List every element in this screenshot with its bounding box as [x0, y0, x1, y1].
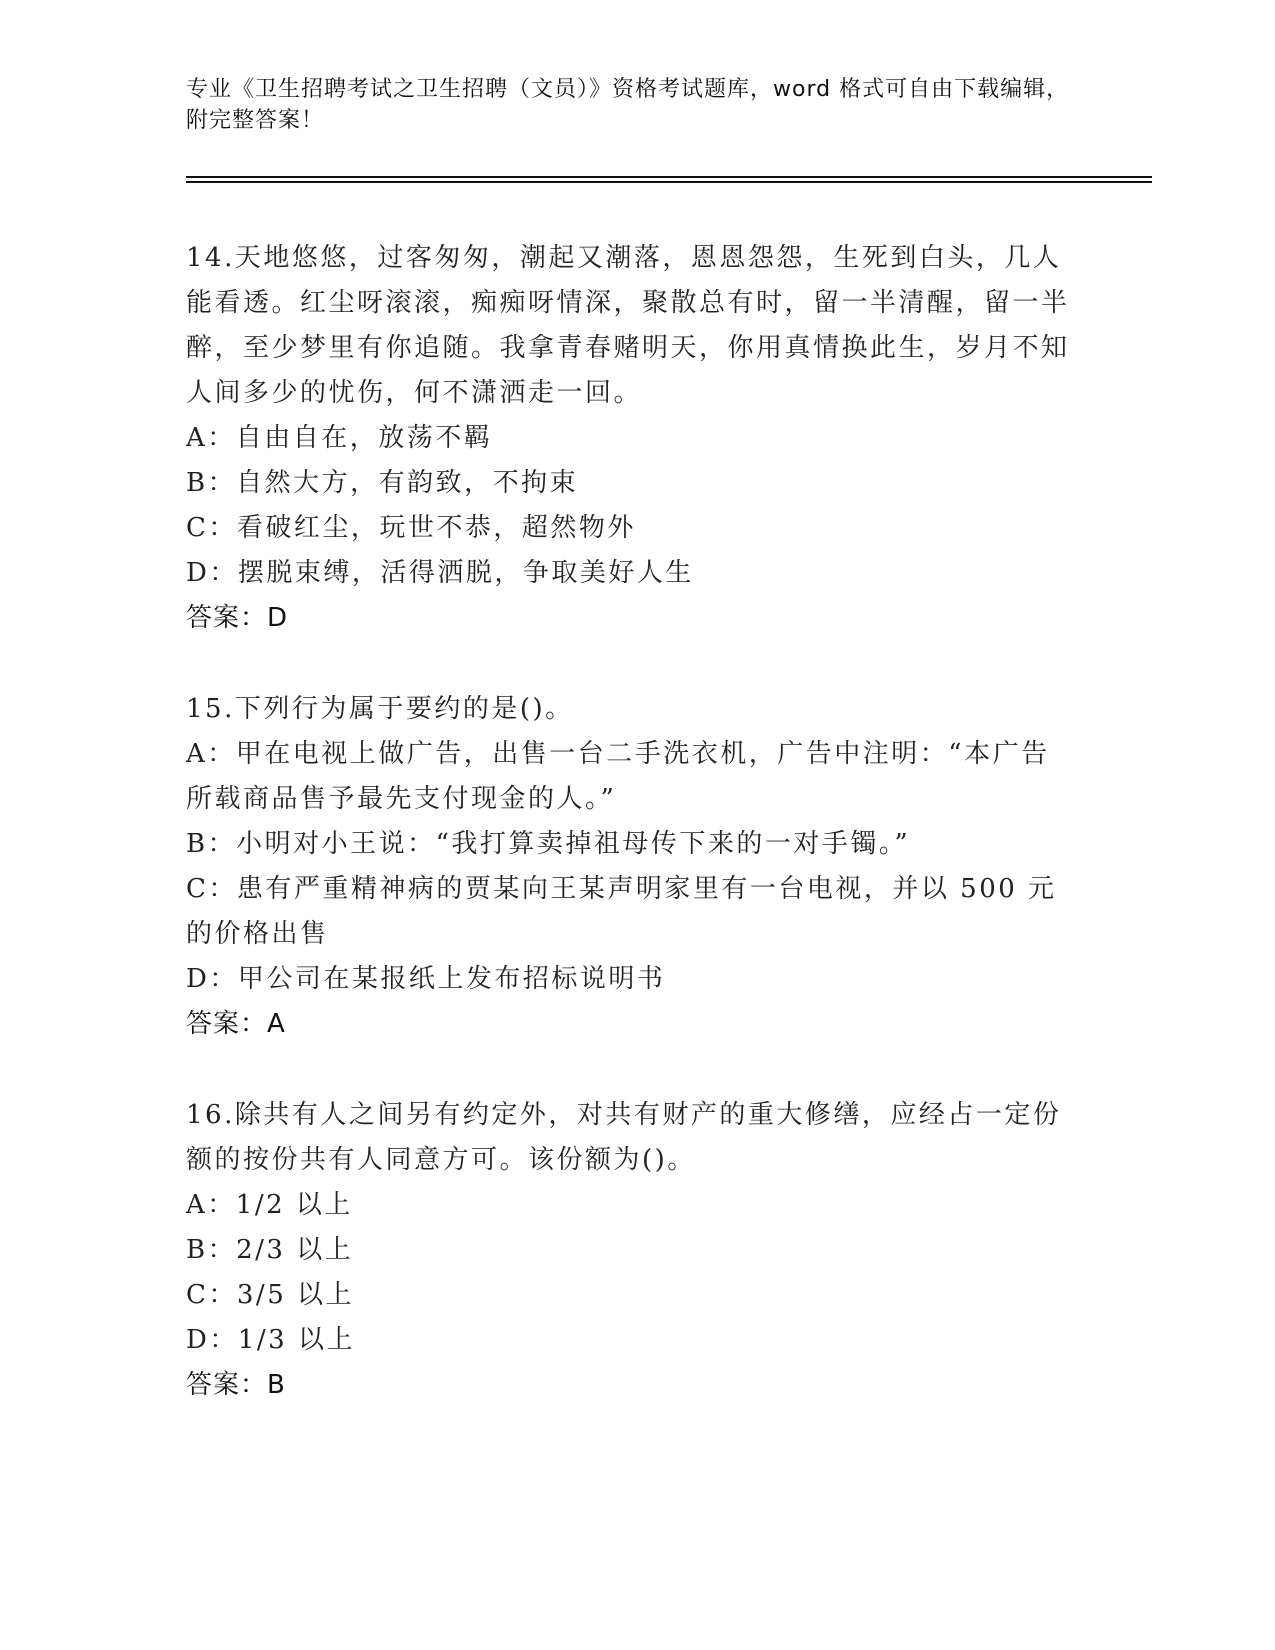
- option-c: C：3/5 以上: [186, 1280, 355, 1310]
- option-b: B：小明对小王说：“我打算卖掉祖母传下来的一对手镯。”: [186, 829, 911, 859]
- answer-label: 答案：A: [186, 1009, 286, 1039]
- option-d: D：1/3 以上: [186, 1325, 355, 1355]
- option-a: A：自由自在，放荡不羁: [186, 423, 493, 453]
- document-header: 专业《卫生招聘考试之卫生招聘（文员）》资格考试题库，word 格式可自由下载编辑，附完整答案！: [186, 77, 1070, 133]
- question-14: [186, 236, 1076, 641]
- question-16: [186, 1093, 1076, 1408]
- option-a: A：1/2 以上: [186, 1190, 353, 1220]
- question-stem: 15.下列行为属于要约的是()。: [186, 694, 574, 724]
- answer-label: 答案：B: [186, 1370, 286, 1400]
- option-d: D：摆脱束缚，活得洒脱，争取美好人生: [186, 558, 694, 588]
- question-stem: 16.除共有人之间另有约定外，对共有财产的重大修缮，应经占一定份额的按份共有人同意方可。该份额为()。: [186, 1100, 1062, 1175]
- question-stem: 14.天地悠悠，过客匆匆，潮起又潮落，恩恩怨怨，生死到白头，几人能看透。红尘呀滚滚，痴痴呀情深，聚散总有时，留一半清醒，留一半醉，至少梦里有你追随。我拿青春赌明天，你用真情换此生，岁月不知人间多少的忧伤，何不潇洒走一回。: [186, 243, 1070, 408]
- option-a: A：甲在电视上做广告，出售一台二手洗衣机，广告中注明：“本广告所载商品售予最先支付现金的人。”: [186, 739, 1050, 814]
- option-b: B：2/3 以上: [186, 1235, 354, 1265]
- option-c: C：看破红尘，玩世不恭，超然物外: [186, 513, 636, 543]
- option-c: C：患有严重精神病的贾某向王某声明家里有一台电视，并以 500 元的价格出售: [186, 874, 1057, 949]
- header-divider-top: [186, 176, 1152, 178]
- question-list: [186, 236, 1076, 1454]
- question-15: [186, 687, 1076, 1047]
- option-d: D：甲公司在某报纸上发布招标说明书: [186, 964, 666, 994]
- header-divider-bottom: [186, 181, 1152, 183]
- option-b: B：自然大方，有韵致，不拘束: [186, 468, 579, 498]
- answer-label: 答案：D: [186, 603, 289, 633]
